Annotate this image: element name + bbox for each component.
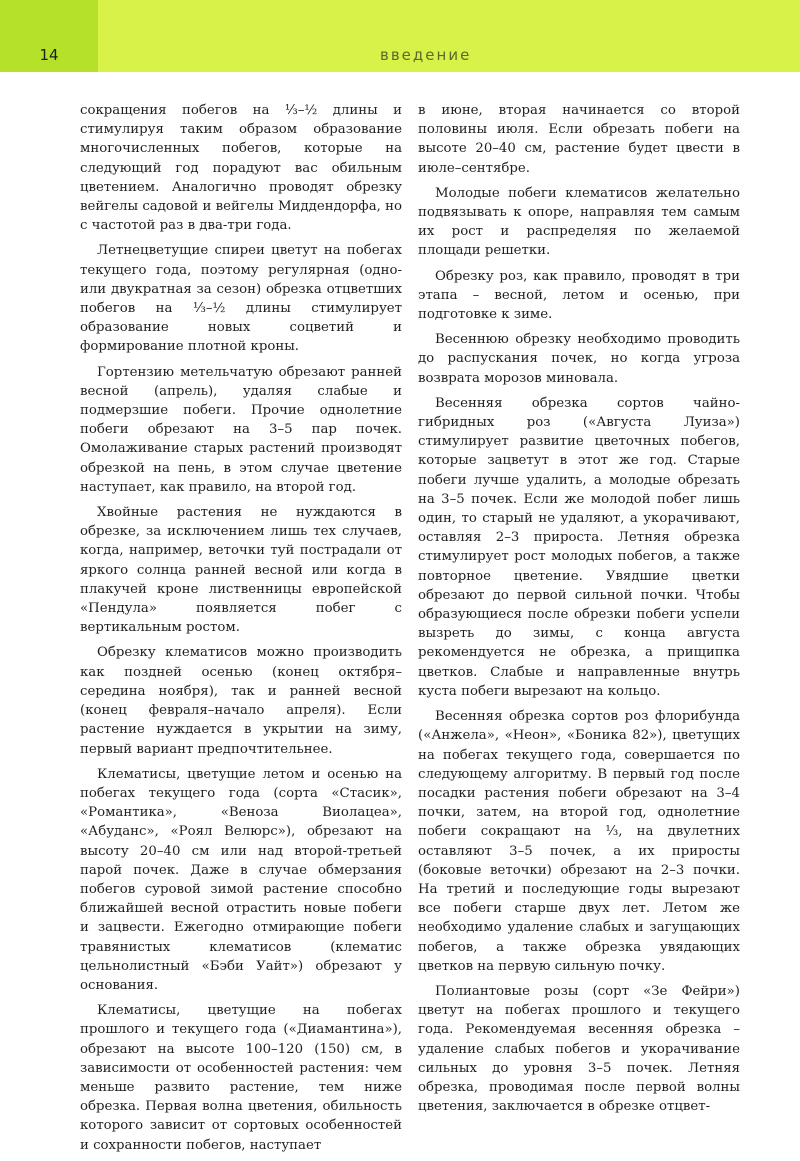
- paragraph: Весенняя обрезка сортов роз флорибунда («Анжела», «Неон», «Боника 82»), цветущих на побегах текущего года, совершается по следующему алгоритму. В первый год после посадки растения побеги обрезают на 3–4 почки, затем, на второй год, однолетние побеги сокращают на ⅓, на двулетних оставляют 3–5 почек, а их приросты (боковые веточки) обрезают на 2–3 почки. На третий и последующие годы вырезают все побеги старше двух лет. Летом же необходимо удаление слабых и загущающих побегов, а также обрезка увядающих цветков на первую сильную почку.: [418, 709, 740, 974]
- left-text-column: [80, 101, 402, 1161]
- right-text-column: [418, 101, 740, 1122]
- paragraph: Весенняя обрезка сортов чайно-гибридных роз («Августа Луиза») стимулирует развитие цветочных побегов, которые зацветут в этот же год. Старые побеги лучше удалить, а молодые обрезать на 3–5 почек. Если же молодой побег лишь один, то старый не удаляют, а укорачивают, оставляя 2–3 прироста. Летняя обрезка стимулирует рост молодых побегов, а также повторное цветение. Увядшие цветки обрезают до первой сильной почки. Чтобы образующиеся после обрезки побеги успели вызреть до зимы, с конца августа рекомендуется не обрезка, а прищипка цветков. Слабые и направленные внутрь куста побеги вырезают на кольцо.: [418, 395, 740, 699]
- paragraph: Летнецветущие спиреи цветут на побегах текущего года, поэтому регулярная (одно- или двукратная за сезон) обрезка отцветших побегов на ⅓–½ длины стимулирует образование новых соцветий и формирование плотной кроны.: [80, 243, 402, 355]
- paragraph: Клематисы, цветущие на побегах прошлого и текущего года («Диамантина»), обрезают на высоте 100–120 (150) см, в зависимости от особенностей растения: чем меньше развито растение, тем ниже обрезка. Первая волна цветения, обильность которого зависит от сортовых особенностей и сохранности побегов, наступает: [80, 1003, 402, 1153]
- paragraph: Клематисы, цветущие летом и осенью на побегах текущего года (сорта «Стасик», «Романтика», «Веноза Виолацеа», «Абуданс», «Роял Велюрс»), обрезают на высоту 20–40 см или над второй-третьей парой почек. Даже в случае обмерзания побегов суровой зимой растение способно ближайшей весной отрастить новые побеги и зацвести. Ежегодно отмирающие побеги травянистых клематисов (клематис цельнолистный «Бэби Уайт») обрезают у основания.: [80, 766, 402, 993]
- paragraph: Полиантовые розы (сорт «Зе Фейри») цветут на побегах прошлого и текущего года. Рекомендуемая весенняя обрезка – удаление слабых побегов и укорачивание сильных до уровня 3–5 почек. Летняя обрезка, проводимая после первой волны цветения, заключается в обрезке отцвет-: [418, 983, 740, 1115]
- paragraph: Хвойные растения не нуждаются в обрезке, за исключением лишь тех случаев, когда, например, веточки туй пострадали от яркого солнца ранней весной или когда в плакучей кроне лиственницы европейской «Пендула» появляется побег с вертикальным ростом.: [80, 505, 402, 636]
- paragraph: в июне, вторая начинается со второй половины июля. Если обрезать побеги на высоте 20–40 см, растение будет цвести в июле–сентябре.: [418, 103, 740, 176]
- section-title: введение: [380, 46, 472, 64]
- paragraph: Гортензию метельчатую обрезают ранней весной (апрель), удаляя слабые и подмерзшие побеги. Прочие однолетние побеги обрезают на 3–5 пар почек. Омолаживание старых растений производят обрезкой на пень, в этом случае цветение наступает, как правило, на второй год.: [80, 364, 402, 495]
- paragraph: Обрезку клематисов можно производить как поздней осенью (конец октября–середина ноября), так и ранней весной (конец февраля–начало апреля). Если растение нуждается в укрытии на зиму, первый вариант предпочтительнее.: [80, 645, 402, 757]
- paragraph: сокращения побегов на ⅓–½ длины и стимулируя таким образом образование многочисленных побегов, которые на следующий год порадуют вас обильным цветением. Аналогично проводят обрезку вейгелы садовой и вейгелы Миддендорфа, но с частотой раз в два-три года.: [80, 103, 402, 234]
- paragraph: Обрезку роз, как правило, проводят в три этапа – весной, летом и осенью, при подготовке к зиме.: [418, 268, 740, 323]
- page-number: 14: [0, 0, 98, 72]
- paragraph: Молодые побеги клематисов желательно подвязывать к опоре, направляя тем самым их рост и распределяя по желаемой площади решетки.: [418, 185, 740, 259]
- paragraph: Весеннюю обрезку необходимо проводить до распускания почек, но когда угроза возврата морозов миновала.: [418, 332, 740, 386]
- page-header: [0, 0, 800, 72]
